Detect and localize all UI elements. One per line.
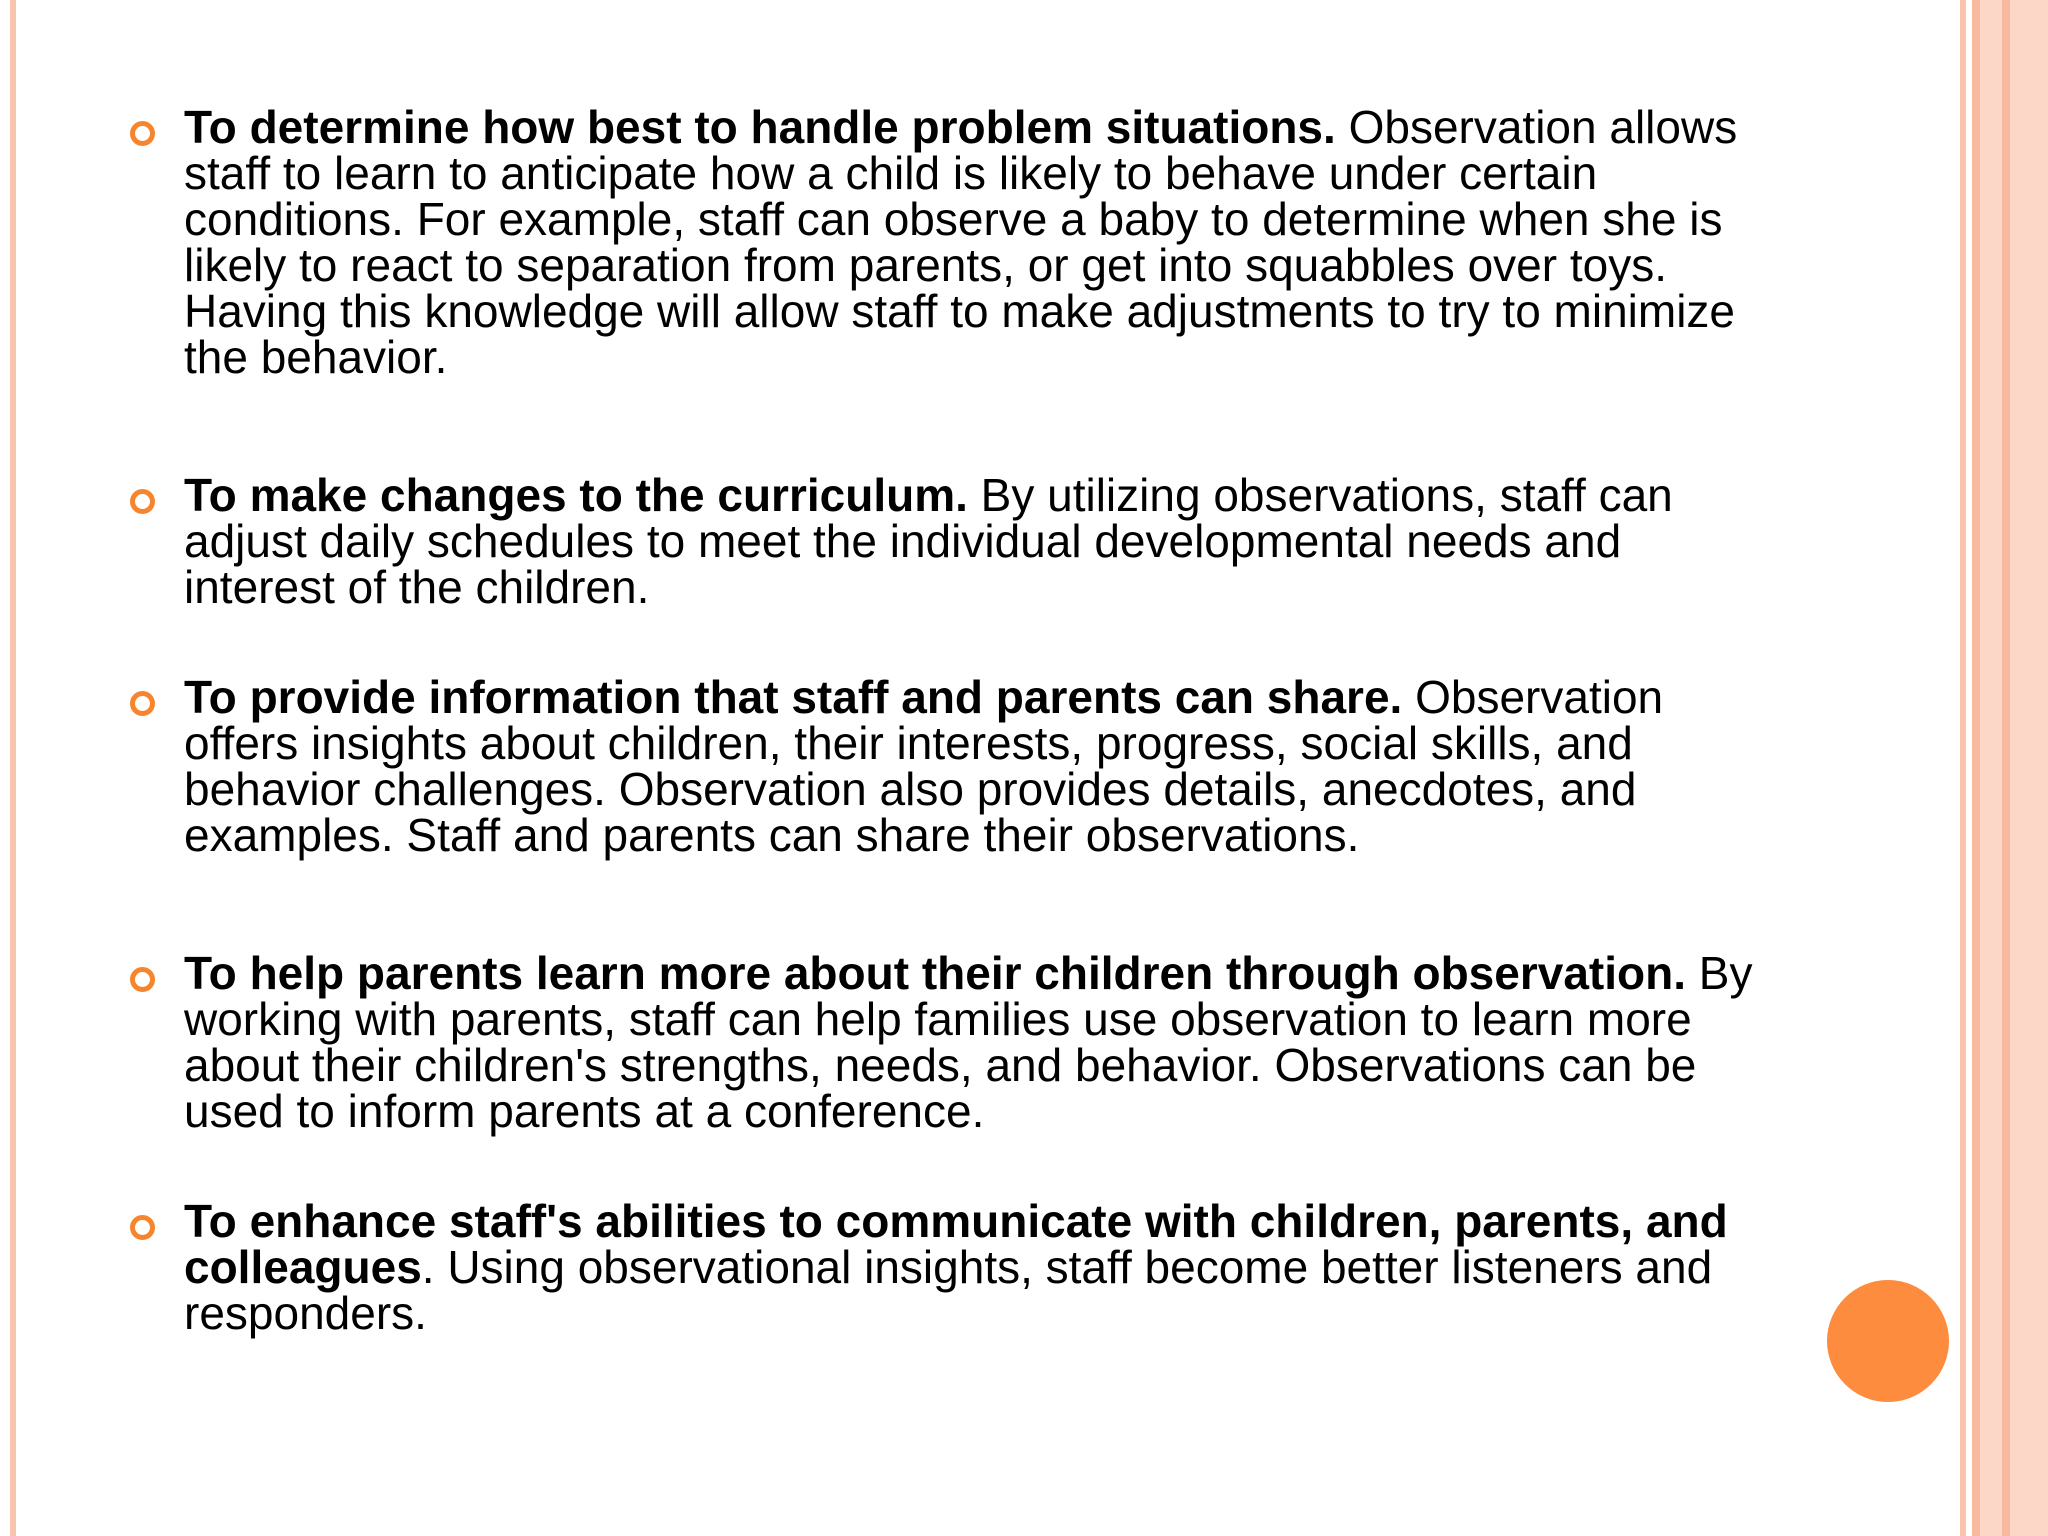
hollow-circle-bullet-icon (130, 967, 155, 992)
hollow-circle-bullet-icon (130, 121, 155, 146)
bullet-item-provide-information (130, 671, 1770, 861)
hollow-circle-bullet-icon (130, 691, 155, 716)
right-border-stripe (1960, 0, 1966, 1536)
bullet-item-help-parents-learn (130, 947, 1770, 1137)
right-decorative-band (1980, 0, 2048, 1536)
right-border-stripe-outer (2002, 0, 2010, 1536)
bullet-list (130, 101, 1770, 1339)
right-border-stripe-inner (1972, 0, 1980, 1536)
orange-circle-decoration (1827, 1280, 1949, 1402)
bullet-body: Observation allows staff to learn to anticipate how a child is likely to behave under certain conditions. For example, staff can observe a baby to determine when she is likely to react to separation from parents, or get into squabbles over toys. Having this knowledge will allow staff to make adjustments to try to minimize the behavior. (184, 101, 1738, 383)
bullet-heading: To provide information that staff and parents can share. (184, 671, 1403, 723)
left-border-stripe (10, 0, 16, 1536)
bullet-heading: To enhance staff's abilities to communicate with children, parents, and colleagues (184, 1195, 1728, 1293)
hollow-circle-bullet-icon (130, 489, 155, 514)
bullet-heading: To help parents learn more about their children through observation. (184, 947, 1686, 999)
hollow-circle-bullet-icon (130, 1215, 155, 1240)
bullet-heading: To determine how best to handle problem situations. (184, 101, 1336, 153)
bullet-body: Observation offers insights about children, their interests, progress, social skills, and behavior challenges. Observation also provides details, anecdotes, and examples. Staff and parents can share their observations. (184, 671, 1664, 861)
bullet-body: By working with parents, staff can help families use observation to learn more about their children's strengths, needs, and behavior. Observations can be used to inform parents at a conference. (184, 947, 1753, 1137)
bullet-body: . Using observational insights, staff become better listeners and responders. (184, 1241, 1713, 1339)
bullet-item-handle-problem-situations (130, 101, 1770, 383)
bullet-heading: To make changes to the curriculum. (184, 469, 968, 521)
bullet-item-changes-to-curriculum (130, 469, 1770, 613)
bullet-item-enhance-communication (130, 1195, 1770, 1339)
bullet-body: By utilizing observations, staff can adjust daily schedules to meet the individual developmental needs and interest of the children. (184, 469, 1673, 613)
